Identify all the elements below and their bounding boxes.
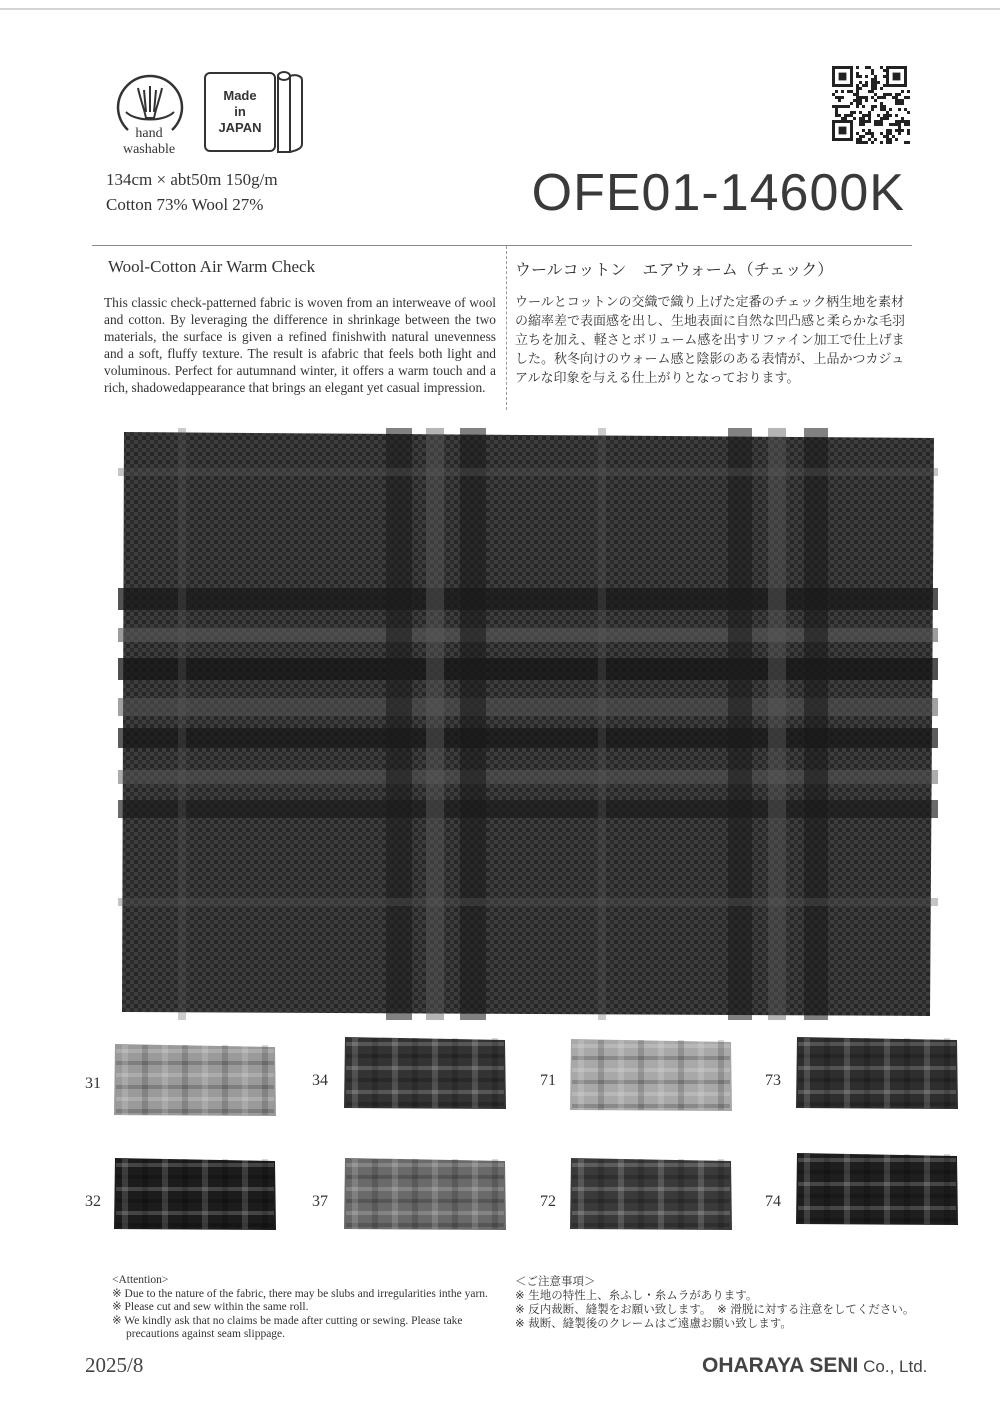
attention-item-en-4: precautions against seam slippage.: [126, 1328, 286, 1340]
issue-date: 2025/8: [85, 1353, 144, 1377]
divider-vertical: [506, 246, 507, 410]
swatch-number-34: 34: [312, 1072, 328, 1089]
fabric-roll-icon: [274, 70, 306, 156]
attention-heading-jp: ＜ご注意事項＞: [515, 1274, 596, 1288]
company-name-main: OHARAYA SENI: [702, 1354, 859, 1377]
hand-label-line2: washable: [122, 142, 176, 157]
swatch-number-32: 32: [85, 1193, 101, 1210]
made-line3: JAPAN: [218, 120, 262, 135]
swatch-74[interactable]: [794, 1150, 960, 1228]
company-name: [702, 1354, 927, 1378]
made-line1: Made: [223, 88, 257, 103]
attention-item-jp-1: ※ 生地の特性上、糸ふし・糸ムラがあります。: [515, 1288, 758, 1302]
hand-label-line1: hand: [135, 126, 163, 141]
qr-code-icon[interactable]: [832, 66, 910, 144]
attention-heading-en: <Attention>: [112, 1274, 169, 1286]
swatch-number-31: 31: [85, 1075, 101, 1092]
company-name-suffix: Co., Ltd.: [858, 1357, 928, 1376]
swatch-number-74: 74: [765, 1193, 781, 1210]
divider-top: [92, 245, 912, 246]
swatch-72[interactable]: [568, 1155, 734, 1233]
product-code: OFE01-14600K: [531, 164, 905, 222]
product-title-en: Wool-Cotton Air Warm Check: [108, 257, 316, 276]
made-line2: in: [234, 104, 246, 119]
swatch-37[interactable]: [342, 1155, 508, 1233]
main-fabric-swatch: [118, 428, 938, 1020]
attention-jp: [515, 1274, 915, 1330]
swatch-71[interactable]: [568, 1036, 734, 1114]
attention-item-jp-3: ※ 裁断、縫製後のクレームはご遠慮お願い致します。: [515, 1316, 792, 1330]
swatch-73[interactable]: [794, 1034, 960, 1112]
swatch-34[interactable]: [342, 1034, 508, 1112]
description-jp: ウールとコットンの交織で織り上げた定番のチェック柄生地を素材の縮率差で表面感を出し、生地表面に自然な凹凸感と柔らかな毛羽立ちを加え、軽さとボリューム感を出すリファイン加工で仕上げました。秋冬向けのウォーム感と陰影のある表情が、上品かつカジュアルな印象を与える仕上がりとなっております。: [515, 295, 906, 386]
width-length-weight-spec: 134cm × abt50m 150g/m: [106, 170, 278, 189]
swatch-number-71: 71: [540, 1072, 556, 1089]
attention-item-en-1: ※ Due to the nature of the fabric, there may be slubs and irregularities inthe yarn.: [112, 1287, 488, 1300]
top-border: [0, 8, 1000, 10]
made-in-japan-badge: [204, 72, 276, 152]
description-en: This classic check-patterned fabric is woven from an interweave of wool and cotton. By leveraging the difference in shrinkage between the two materials, the surface is given a refined finishwith natural unevenness and a soft, fluffy texture. The result is afabric that feels both light and voluminous. Perfect for autumnand winter, it offers a warm touch and a rich, shadowedappearance that brings an elegant yet casual impression.: [104, 295, 496, 395]
swatch-number-72: 72: [540, 1193, 556, 1210]
hand-washable-label: [104, 126, 194, 158]
attention-item-jp-2: ※ 反内裁断、縫製をお願い致します。 ※ 滑脱に対する注意をしてください。: [515, 1302, 915, 1316]
attention-item-en-2: ※ Please cut and sew within the same roll.: [112, 1301, 309, 1313]
swatch-number-37: 37: [312, 1193, 328, 1210]
swatch-number-73: 73: [765, 1072, 781, 1089]
attention-en: [112, 1274, 512, 1342]
composition-spec: Cotton 73% Wool 27%: [106, 195, 264, 214]
product-title-jp: ウールコットン エアウォーム（チェック）: [515, 260, 834, 279]
swatch-31[interactable]: [112, 1041, 278, 1119]
attention-item-en-3: ※ We kindly ask that no claims be made after cutting or sewing. Please take: [112, 1314, 463, 1327]
swatch-32[interactable]: [112, 1155, 278, 1233]
